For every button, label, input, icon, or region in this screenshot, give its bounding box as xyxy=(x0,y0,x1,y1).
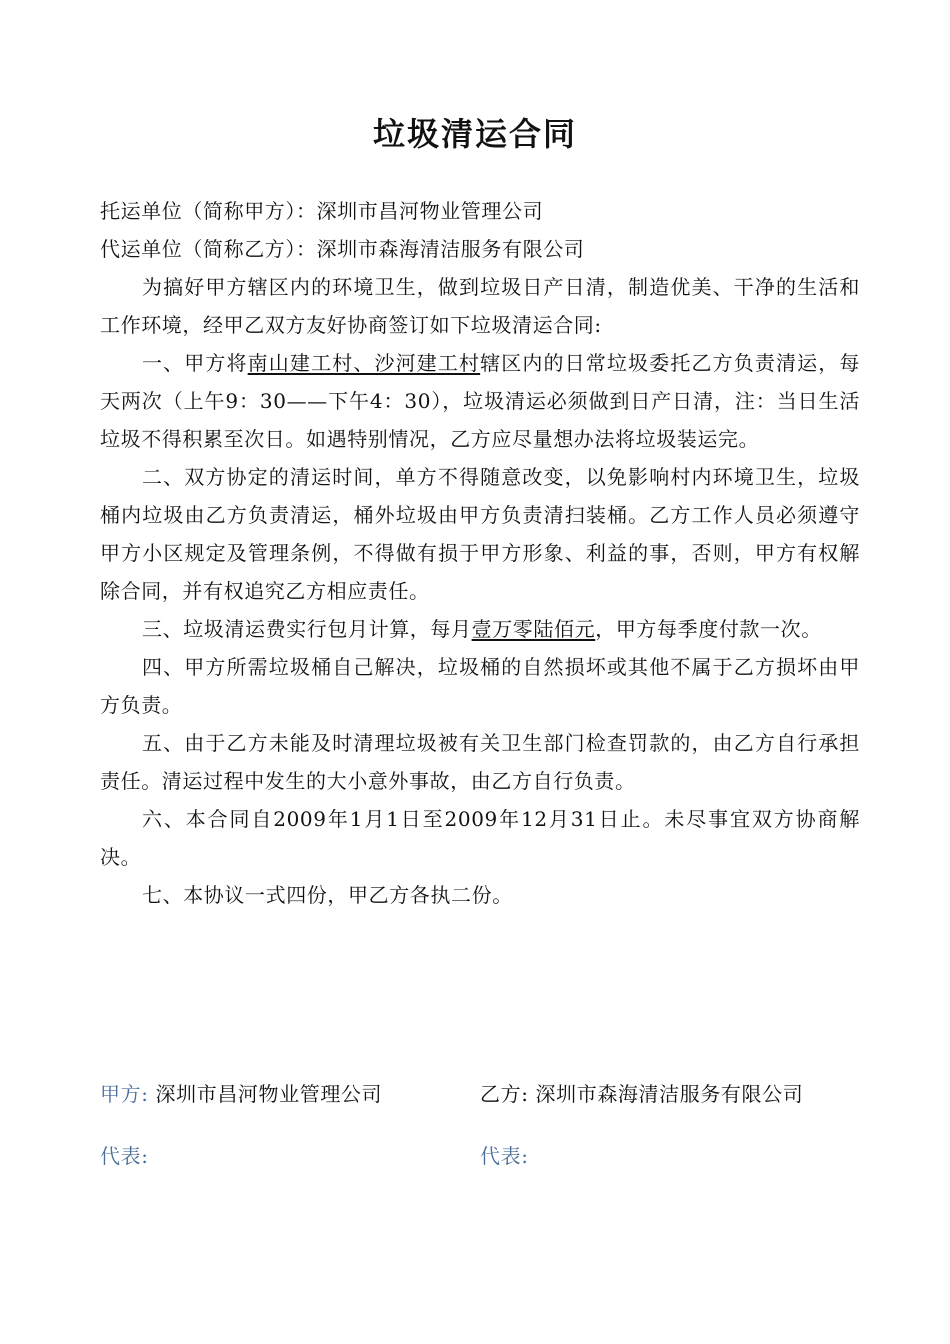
representative-a xyxy=(100,1141,149,1171)
party-b-name: 深圳市森海清洁服务有限公司 xyxy=(535,1082,804,1106)
signature-party-a xyxy=(100,1079,382,1109)
clause-7: 七、本协议一式四份，甲乙方各执二份。 xyxy=(142,883,513,907)
signature-party-b xyxy=(480,1079,803,1109)
clause-3-fee: 壹万零陆佰元 xyxy=(471,617,596,641)
party-b-label: 乙方: xyxy=(480,1082,529,1106)
intro-paragraph: 为搞好甲方辖区内的环境卫生，做到垃圾日产日清，制造优美、干净的生活和工作环境，经甲乙双方友好协商签订如下垃圾清运合同: xyxy=(100,275,860,337)
rep-b-label: 代表: xyxy=(480,1144,529,1168)
clause-3-prefix: 三、垃圾清运费实行包月计算，每月 xyxy=(142,617,472,641)
document-title: 垃圾清运合同 xyxy=(372,115,577,153)
clause-1-prefix: 一、甲方将 xyxy=(142,351,248,375)
clause-5: 五、由于乙方未能及时清理垃圾被有关卫生部门检查罚款的，由乙方自行承担责任。清运过程中发生的大小意外事故，由乙方自行负责。 xyxy=(100,731,860,793)
clause-1-rest: 辖区内的日常垃圾委托乙方负责清运，每天两次（上午9：30——下午4：30），垃圾清运必须做到日产日清，注：当日生活垃圾不得积累至次日。如遇特别情况，乙方应尽量想办法将垃圾装运完。 xyxy=(100,351,860,451)
clause-1 xyxy=(100,344,860,458)
clause-6: 六、本合同自2009年1月1日至2009年12月31日止。未尽事宜双方协商解决。 xyxy=(100,807,860,869)
clause-3 xyxy=(100,610,860,648)
party-b-line: 代运单位（简称乙方）：深圳市森海清洁服务有限公司 xyxy=(100,237,585,261)
rep-a-label: 代表: xyxy=(100,1144,149,1168)
party-a-line: 托运单位（简称甲方）：深圳市昌河物业管理公司 xyxy=(100,199,544,223)
party-a-label: 甲方: xyxy=(100,1082,149,1106)
clause-4: 四、甲方所需垃圾桶自己解决，垃圾桶的自然损坏或其他不属于乙方损坏由甲方负责。 xyxy=(100,655,860,717)
representative-b xyxy=(480,1141,529,1171)
clause-1-villages: 南山建工村、沙河建工村 xyxy=(247,351,481,375)
contract-body xyxy=(100,192,860,914)
clause-3-rest: ，甲方每季度付款一次。 xyxy=(595,617,822,641)
party-a-name: 深圳市昌河物业管理公司 xyxy=(155,1082,383,1106)
clause-2: 二、双方协定的清运时间，单方不得随意改变，以免影响村内环境卫生，垃圾桶内垃圾由乙方负责清运，桶外垃圾由甲方负责清扫装桶。乙方工作人员必须遵守甲方小区规定及管理条例，不得做有损于甲方形象、利益的事，否则，甲方有权解除合同，并有权追究乙方相应责任。 xyxy=(100,465,860,603)
